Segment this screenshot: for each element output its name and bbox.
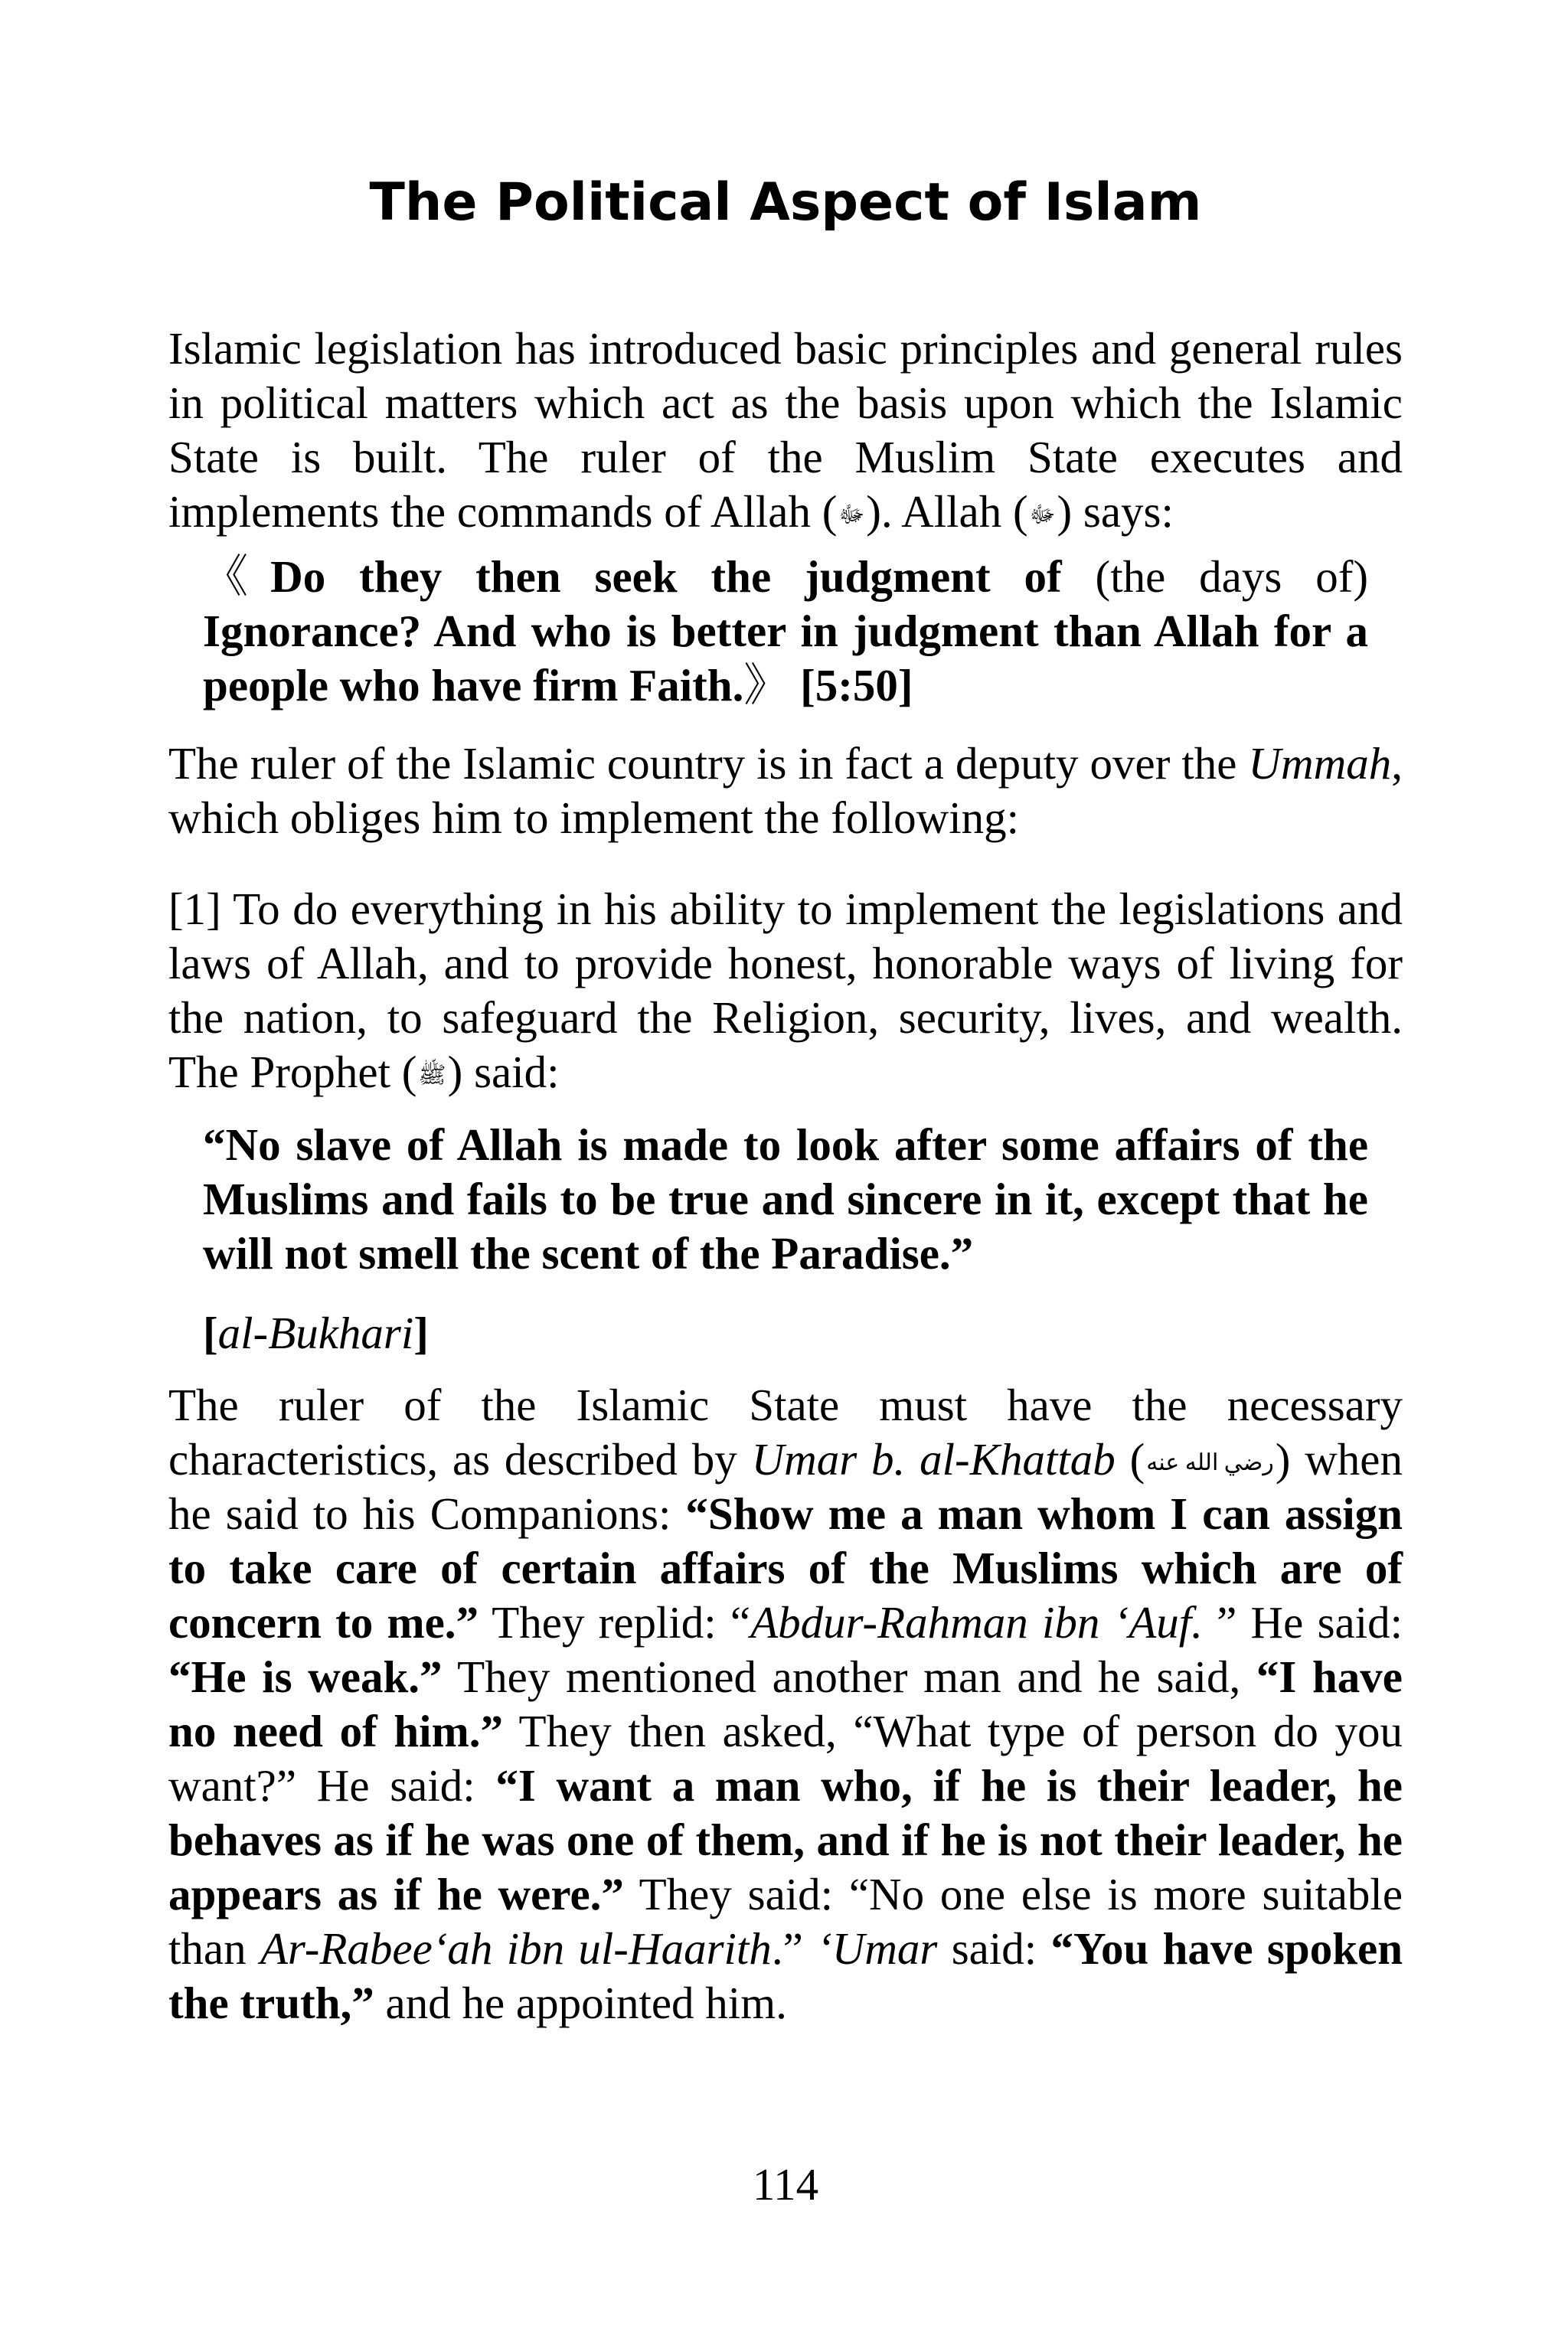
ref-bracket-close: ] — [413, 1308, 429, 1358]
page-number: 114 — [752, 2159, 819, 2210]
honorific-glyph: ﷻ — [1029, 502, 1056, 528]
hadith-text: “No slave of Allah is made to look after some affairs of the Muslims and fails to be true and sincere in it, except that he will not smell the scent of the Paradise.” — [203, 1119, 1368, 1279]
quran-quote — [203, 550, 1368, 713]
name-umar: ‘Umar — [817, 1923, 938, 1974]
bold-quote: “He is weak.” — [168, 1651, 443, 1702]
honorific-glyph: ﷺ — [418, 1063, 446, 1088]
text-run: and he appointed him. — [374, 1978, 787, 2028]
text-run: ) when he said to his Companions: — [168, 1434, 1403, 1539]
intro-paragraph — [168, 322, 1403, 539]
quote-normal: (the days of) — [1061, 551, 1368, 602]
deputy-text-end: , which obliges him to implement the following: — [168, 738, 1403, 843]
name-umar: Umar b. al-Khattab — [751, 1434, 1116, 1485]
hadith-quote — [203, 1118, 1368, 1281]
text-run: They said: “No one else is more suitable than — [168, 1869, 1403, 1974]
name-abdur-rahman: Abdur-Rahman ibn ‘Auf. — [750, 1597, 1203, 1648]
deputy-text: The ruler of the Islamic country is in fact a deputy over the — [168, 738, 1249, 789]
quote-bold-2: Ignorance? And who is better in judgment than Allah for a people who have firm Faith. — [203, 606, 1368, 710]
name-rabeeah: Ar-Rabee‘ah ibn ul-Haarith — [260, 1923, 772, 1974]
text-run: ( — [1115, 1434, 1145, 1485]
honorific-glyph: ﷻ — [838, 502, 865, 528]
bold-quote: “I have no need of him.” — [168, 1651, 1403, 1756]
bold-quote: “Show me a man whom I can assign to take care of certain affairs of the Muslims which are of concern to me.” — [168, 1488, 1403, 1648]
point-1-text-end: ) said: — [447, 1047, 560, 1097]
ref-source: al-Bukhari — [217, 1308, 414, 1358]
deputy-paragraph — [168, 737, 1403, 845]
quote-close-ornament: 》 — [743, 660, 789, 710]
text-run: They replid: “ — [479, 1597, 751, 1648]
point-1-text: [1] To do everything in his ability to implement the legislations and laws of Allah, and to provide honest, honorable ways of living for the nation, to safeguard the Religion, security, lives, and wealth. The Prophet ( — [168, 884, 1403, 1097]
ummah-term: Ummah — [1248, 738, 1392, 789]
text-run: said: — [937, 1923, 1051, 1974]
text-run: They mentioned another man and he said, — [442, 1651, 1256, 1702]
intro-text: Islamic legislation has introduced basic principles and general rules in political matters which act as the basis upon which the Islamic State is built. The ruler of the Muslim State executes and implements the commands of Allah ( — [168, 323, 1403, 537]
intro-text-end: ) says: — [1057, 486, 1174, 537]
quote-bold-1: Do they then seek the judgment of — [270, 551, 1062, 602]
book-page — [168, 0, 1403, 2352]
bold-quote: “I want a man who, if he is their leader, he behaves as if he was one of them, and if he is not their leader, he appears as if he were.” — [168, 1760, 1403, 1919]
honorific-glyph: رضي الله عنه — [1146, 1450, 1274, 1475]
text-run: .” — [771, 1923, 818, 1974]
ruler-characteristics-paragraph — [168, 1378, 1403, 2030]
text-run: They then asked, “What type of person do you want?” He said: — [168, 1706, 1403, 1811]
page-title: The Political Aspect of Islam — [369, 172, 1202, 233]
quote-open-ornament: 《 — [203, 551, 271, 602]
point-1-paragraph — [168, 882, 1403, 1099]
ref-bracket-open: [ — [203, 1308, 218, 1358]
quote-reference: [5:50] — [789, 660, 913, 710]
hadith-reference — [203, 1306, 1368, 1361]
text-run: The ruler of the Islamic State must have the necessary characteristics, as described by — [168, 1380, 1403, 1485]
bold-quote: “You have spoken the truth,” — [168, 1923, 1403, 2028]
intro-text-mid: ). Allah ( — [866, 486, 1028, 537]
text-run: ” He said: — [1202, 1597, 1403, 1648]
